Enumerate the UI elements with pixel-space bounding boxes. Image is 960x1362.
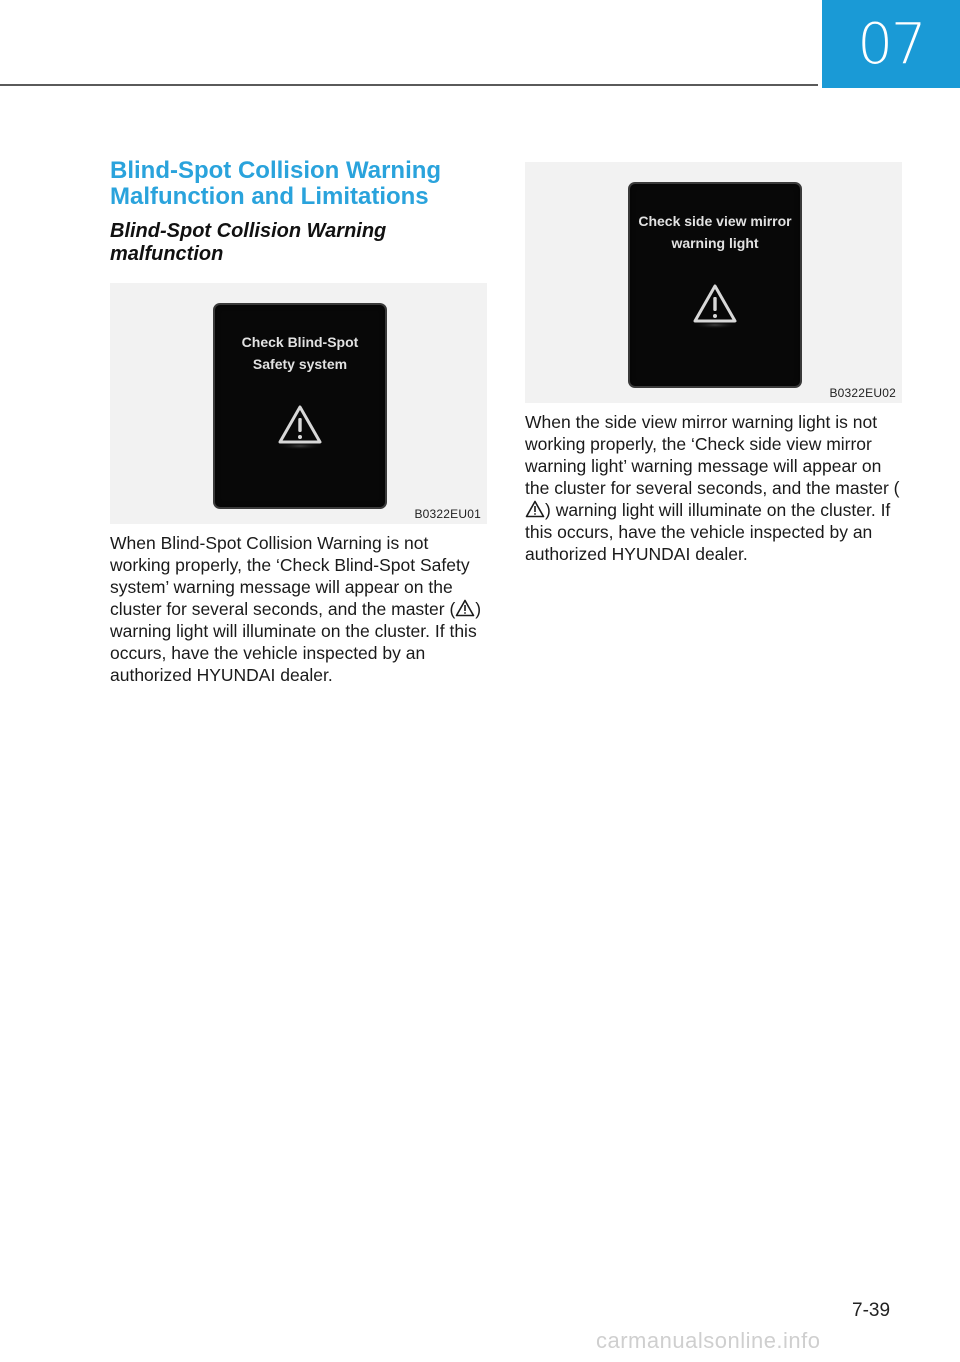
cluster-screen [213,303,387,509]
section-title-line2: Malfunction and Limitations [110,183,429,210]
cluster-message-line2: warning light [671,235,759,251]
chapter-tab [822,0,960,88]
warning-triangle-icon [691,281,739,329]
figure-code: B0322EU01 [414,507,481,521]
page-number: 7-39 [852,1300,891,1321]
paragraph-text-part2: ) warning light will illuminate on the cluster. If this occurs, have the vehicle inspected by an authorized HYUNDAI dealer. [525,500,891,564]
subsection-title [110,220,487,266]
section-title-line1: Blind-Spot Collision Warning [110,157,442,184]
warning-triangle-icon [276,402,324,450]
warning-triangle-icon [525,500,545,518]
figure-code: B0322EU02 [829,386,896,400]
subsection-title-line2: malfunction [110,243,224,265]
warning-triangle-icon [455,599,475,617]
watermark: carmanualsonline.info [596,1328,821,1353]
paragraph-side-mirror [525,411,902,565]
section-title [110,158,487,210]
paragraph-text-part1: When Blind-Spot Collision Warning is not working properly, the ‘Check Blind-Spot Safety system’ warning message will appear on the cluster for several seconds, and the master ( [110,533,470,619]
header-rule [0,84,818,86]
paragraph-text-part2: ) warning light will illuminate on the cluster. If this occurs, have the vehicle inspected by an authorized HYUNDAI dealer. [110,599,482,685]
paragraph-blind-spot [110,532,487,686]
cluster-message-line2: Safety system [252,356,348,372]
chapter-number: 07 [857,11,925,77]
cluster-message-line1: Check side view mirror [638,213,792,229]
cluster-message [630,210,800,254]
left-column [110,158,487,686]
subsection-title-line1: Blind-Spot Collision Warning [110,220,387,242]
cluster-screen [628,182,802,388]
cluster-message [215,331,385,375]
figure-side-mirror-warning [525,162,902,403]
figure-blind-spot-warning [110,283,487,524]
cluster-message-line1: Check Blind-Spot [241,334,359,350]
paragraph-text-part1: When the side view mirror warning light is not working properly, the ‘Check side view mirror warning light’ warning message will appear on the cluster for several seconds, and the master ( [525,412,900,498]
right-column [525,162,902,565]
